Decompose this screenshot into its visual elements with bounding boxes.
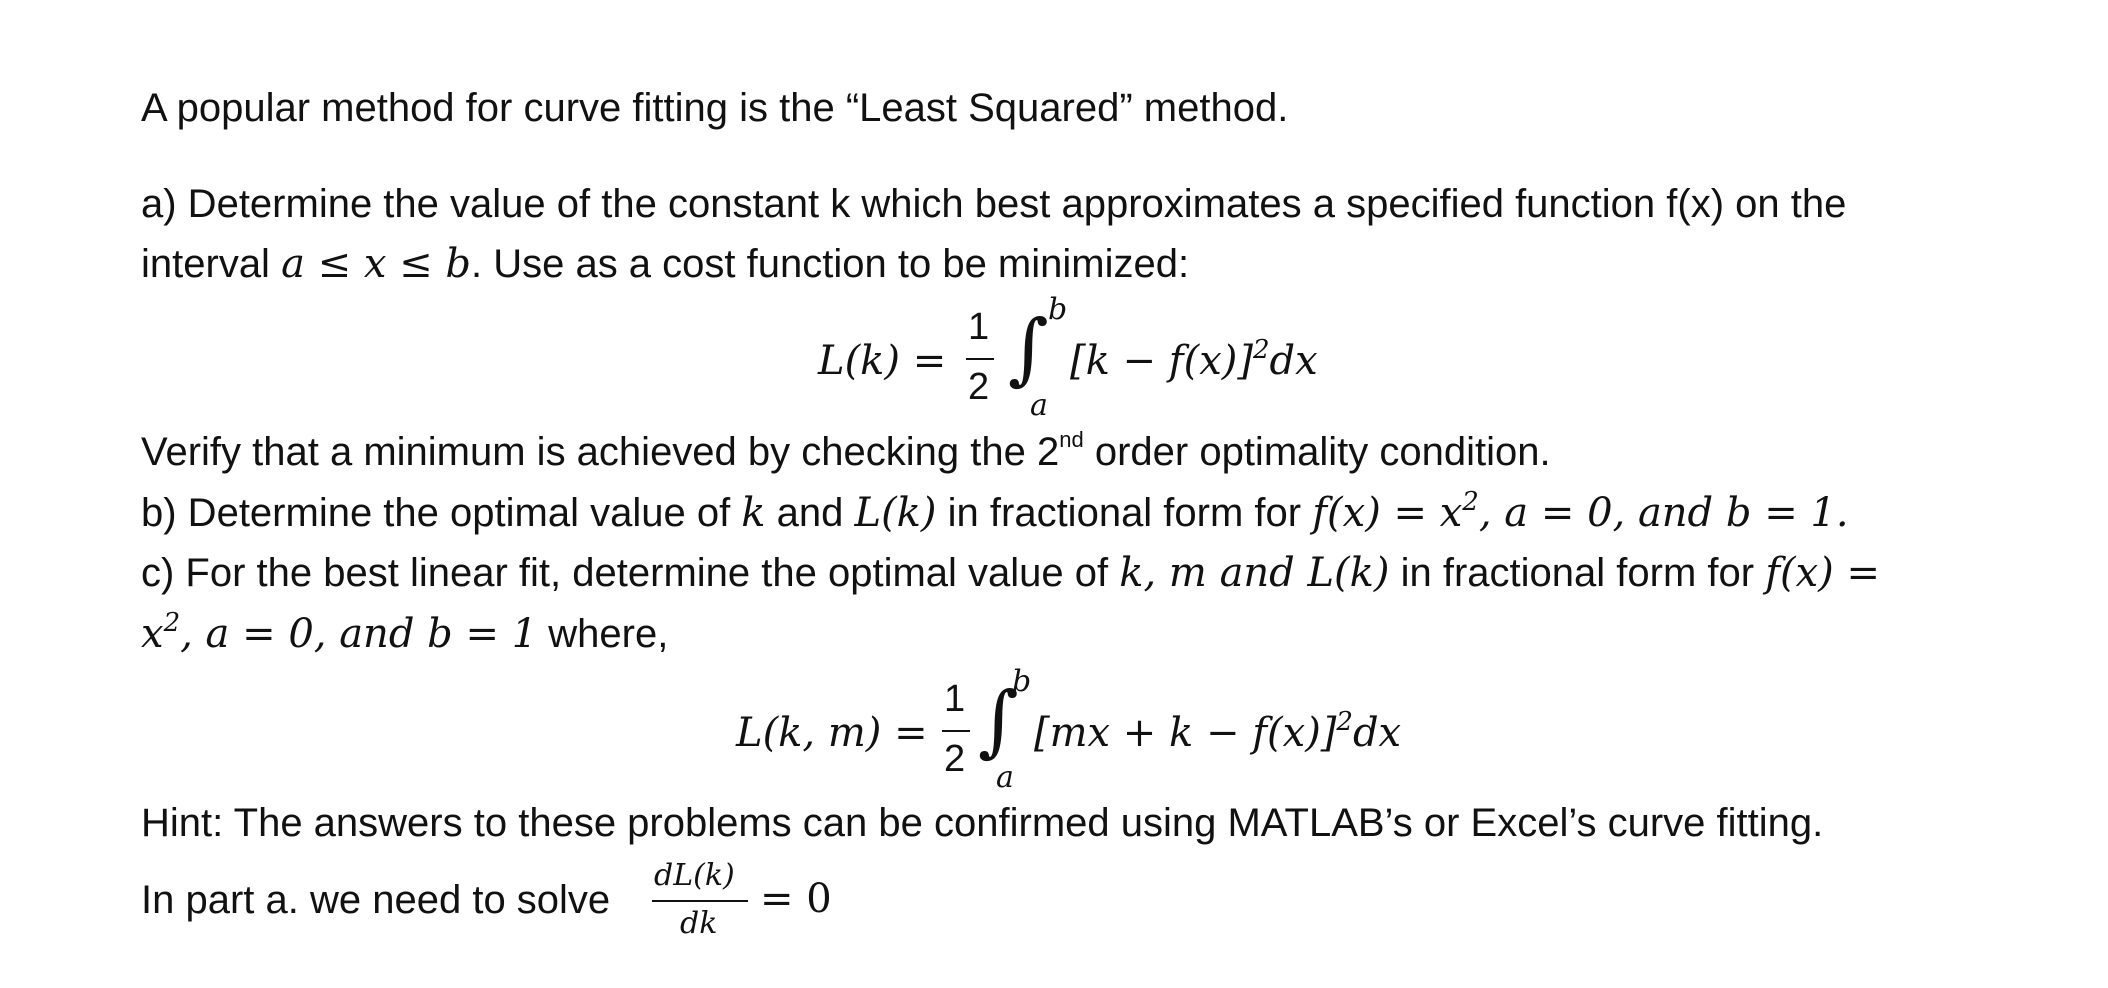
part-b-prefix: b) Determine the optimal value of (141, 491, 742, 535)
eq1-integrand-body: [k − f(x)] (1070, 338, 1253, 384)
part-b-mid: in fractional form for (936, 491, 1313, 535)
part-b-cond-b: , a = 0, and b = 1. (1478, 490, 1849, 536)
eq1-upper-limit: b (1048, 292, 1068, 327)
deriv-den: dk (680, 906, 718, 941)
deriv-rhs: = 0 (760, 876, 832, 922)
eq1-integral-sign: ∫ (1008, 304, 1049, 394)
eq1-dx: dx (1269, 338, 1318, 384)
deriv-frac-bar (652, 900, 748, 902)
eq1-power: 2 (1252, 335, 1270, 365)
part-c-mid: in fractional form for (1389, 551, 1766, 595)
eq2-lower-limit: a (996, 760, 1014, 795)
part-b-k: k (741, 490, 766, 536)
part-c-prefix: c) For the best linear fit, determine the optimal value of (141, 551, 1120, 595)
interval-math: a ≤ x ≤ b (281, 241, 471, 287)
part-b-Lk: L(k) (854, 490, 937, 536)
intro-text: A popular method for curve fitting is the “Least Squared” method. (141, 86, 1289, 130)
part-c-line2-a: x (141, 611, 164, 657)
part-a-line-2-suffix: . Use as a cost function to be minimized: (470, 242, 1190, 286)
eq2-dx: dx (1352, 710, 1402, 756)
part-a-line-2-prefix: interval (141, 242, 282, 286)
eq2-power: 2 (1336, 707, 1353, 737)
part-b-cond-a: f(x) = x (1312, 490, 1463, 536)
part-c-line2-suffix: where, (537, 612, 669, 656)
verify-ordinal: nd (1059, 427, 1084, 452)
deriv-num: dL(k) (654, 858, 735, 893)
verify-suffix: order optimality condition. (1083, 430, 1551, 474)
part-c-fx: f(x) = (1765, 550, 1881, 596)
hint-text: Hint: The answers to these problems can be confirmed using MATLAB’s or Excel’s curve fitting. (141, 801, 1824, 845)
part-c-line2-b: , a = 0, and b = 1 (180, 611, 538, 657)
part-b-cond-pow: 2 (1462, 487, 1479, 517)
verify-prefix: Verify that a minimum is achieved by checking the 2 (141, 430, 1060, 474)
eq2-frac-num: 1 (944, 678, 966, 720)
part-b-and: and (765, 491, 855, 535)
part-a-line-1: a) Determine the value of the constant k which best approximates a specified function f(x) on the (141, 182, 1847, 226)
part-c-vars: k, m and L(k) (1119, 550, 1390, 596)
eq1-frac-num: 1 (968, 306, 990, 348)
eq2-integrand-body: [mx + k − f(x)] (1034, 710, 1337, 756)
part-c-line2-pow: 2 (163, 608, 181, 638)
eq1-lower-limit: a (1030, 388, 1048, 423)
eq2-lhs: L(k, m) = (736, 710, 928, 756)
eq1-lhs: L(k) = (818, 338, 947, 384)
eq1-frac-den: 2 (968, 366, 990, 408)
note-prefix: In part a. we need to solve (141, 878, 611, 922)
eq2-integral-sign: ∫ (978, 676, 1019, 766)
eq2-frac-den: 2 (944, 738, 966, 780)
eq2-upper-limit: b (1012, 664, 1032, 699)
